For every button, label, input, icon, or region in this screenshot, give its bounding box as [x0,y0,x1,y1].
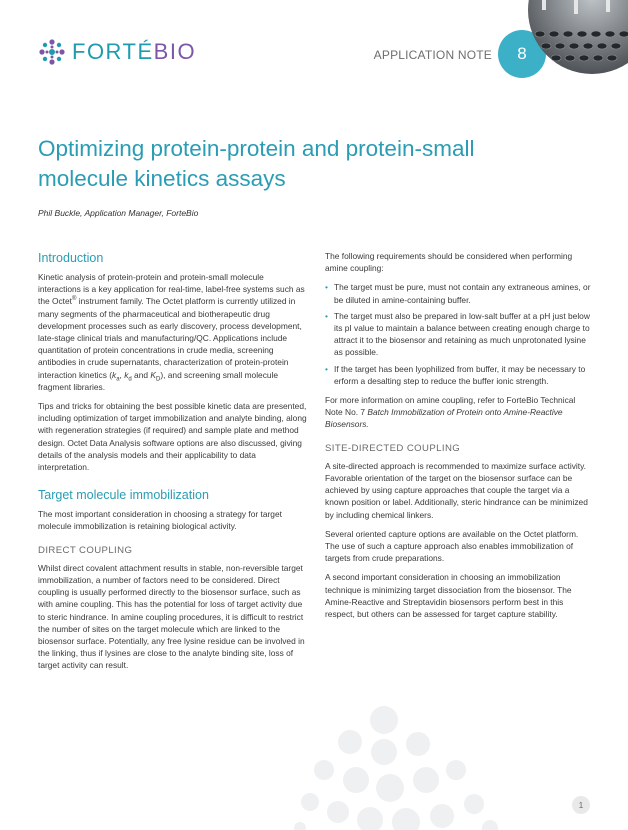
kd-symbol: k [124,369,129,380]
list-item: • The target must be pure, must not contain any extraneous amines, or be diluted in amine-containing buffer. [325,281,593,305]
author-line: Phil Buckle, Application Manager, ForteBio [38,208,199,218]
application-note-number-badge: 8 [498,30,546,78]
ka-symbol: k [112,369,117,380]
fortebio-logo [38,38,196,66]
logo-wordmark [72,39,196,65]
right-column [325,250,593,627]
direct-coupling-paragraph: Whilst direct covalent attachment results in stable, non-reversible target immobilization, a number of factors need to be considered. Direct coupling is usually performed directly to the biosensor surface, such as with amine coupling. This has the potential for loss of target activity due to steric hindrance. In amine coupling procedures, it is difficult to restrict the number of sites on the target molecule which are linked to the biosensor surface. Potentially, any free lysine residue can be involved in the linking, thus if lysines are close to the analyte binding site, loss of target activity can result. [38,562,305,671]
registered-mark: ® [71,296,77,303]
requirements-list [325,281,593,387]
list-item: • If the target has been lyophilized from buffer, it may be necessary to erform a desalting step to reduce the buffer ionic strength. [325,363,593,387]
introduction-heading: Introduction [38,251,104,265]
more-info-text: For more information on amine coupling, refer to ForteBio Technical Note No. 7 [325,395,576,418]
site-directed-paragraph-1: A site-directed approach is recommended to maximize surface activity. Favorable orientation of the target on the biosensor surface can be achieved by using capture approaches that couple the target via a known position or label. Additionally, steric hindrance can be minimized by including chemical linkers. [325,460,588,520]
introduction-paragraph-1 [38,271,308,393]
biosensor-photo [528,0,628,76]
intro-text-c: ), and screening small molecule fragment libraries. [38,369,279,392]
ka-subscript: a [116,376,120,383]
requirements-intro: The following requirements should be considered when performing amine coupling: [325,251,573,274]
target-immobilization-paragraph: The most important consideration in choosing a strategy for target molecule immobilization is retaining biological activity. [38,509,282,532]
logo-forte-text: FORTÉ [72,39,154,64]
document-title: Optimizing protein-protein and protein-small molecule kinetics assays [38,136,475,191]
more-info-paragraph [325,394,593,431]
logo-dots-icon [38,38,66,66]
intro-comma: , [119,369,125,380]
site-directed-paragraph-2: Several oriented capture options are available on the Octet platform. The use of such a capture approach also enables immobilization of targets from crude preparations. [325,528,579,564]
introduction-paragraph-2: Tips and tricks for obtaining the best possible kinetic data are presented, including optimization of target immobilization and analyte binding, along with regeneration strategies (if required) and sample plate and method design. Octet Data Analysis software options are also discussed, giving details of the analysis models and their applicability to data interpretation. [38,401,307,473]
intro-text-a: Kinetic analysis of protein-protein and protein-small molecule interactions is a key application for real-time, label-free systems such as the Octet [38,272,305,307]
list-item: • The target must also be prepared in low-salt buffer at a pH just below its pI value to maintain a balance between creating enough charge to attract it to the biosensor and retaining as much unprotonated lysine as possible. [325,310,593,359]
site-directed-paragraph-3: A second important consideration in choosing an immobilization technique is minimizing target dissociation from the biosensor. The Amine-Reactive and Streptavidin biosensors perform best in this respect, but others can be assessed for target capture stability. [325,572,572,620]
KD-symbol: K [150,369,156,380]
site-directed-coupling-heading: SITE-DIRECTED COUPLING [325,442,461,454]
target-immobilization-heading: Target molecule immobilization [38,488,209,503]
kd-subscript: d [128,376,132,383]
intro-and: and [131,369,151,380]
logo-bio-text: BIO [153,39,197,64]
page-number: 1 [572,796,590,814]
technical-note-title: Batch Immobilization of Protein onto Amine-Reactive Biosensors. [325,407,563,430]
application-note-label: APPLICATION NOTE [373,48,492,62]
direct-coupling-heading: DIRECT COUPLING [38,544,133,556]
intro-text-b: instrument family. The Octet platform is currently utilized in many segments of the pharmaceutical and biotherapeutic drug development processes such as early discovery, process development, late-stage clinical trials and manufacturing/QC. Applications include quantitation of protein concentrations in crude media, screening antibodies in crude supernatants, characterization of protein-protein interaction kinetics ( [38,296,302,380]
KD-subscript: D [155,376,161,383]
left-column [38,250,308,679]
